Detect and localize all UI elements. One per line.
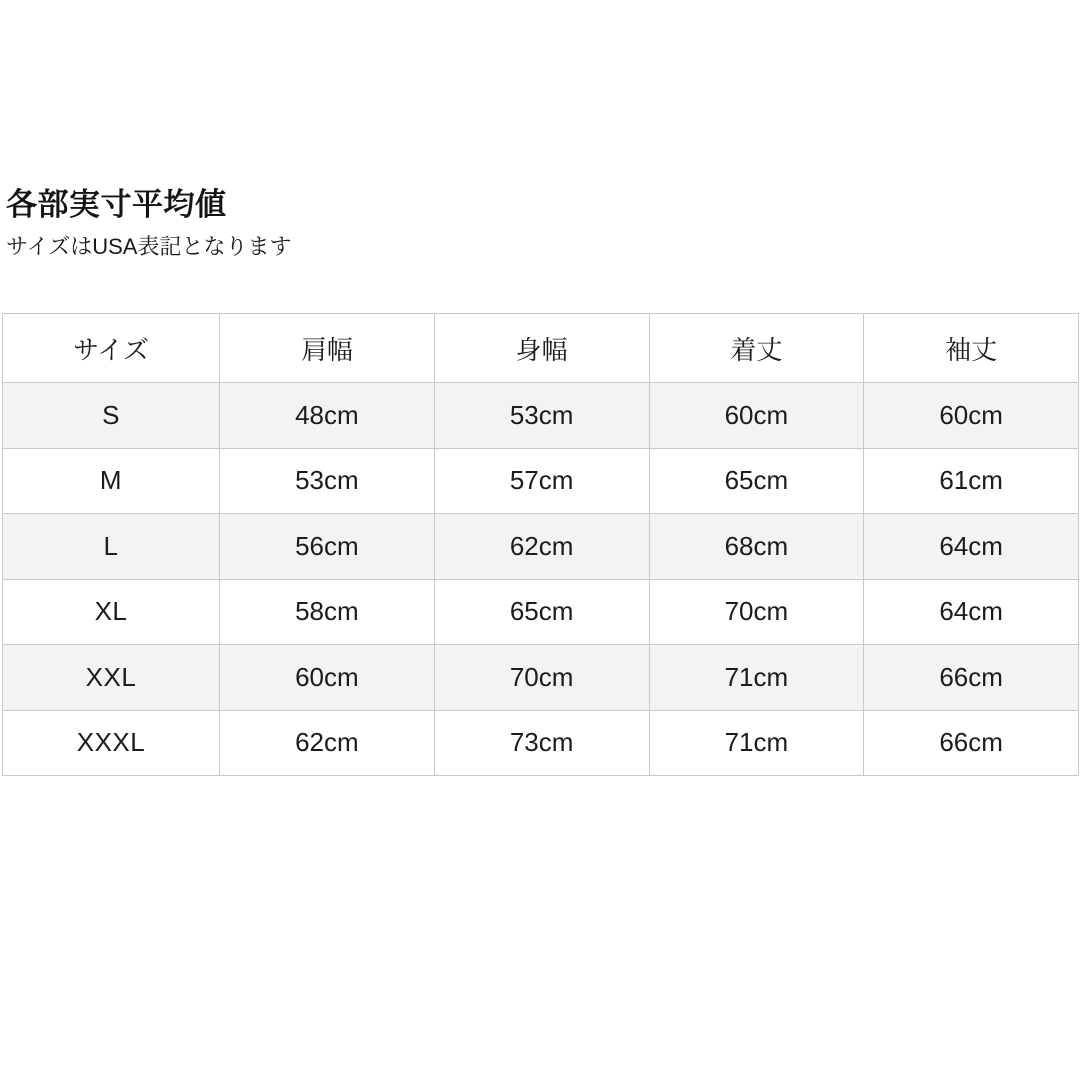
cell-length: 71cm — [649, 710, 864, 776]
table-row — [3, 579, 1079, 645]
column-header-size: サイズ — [3, 314, 220, 383]
cell-size: M — [3, 448, 220, 514]
cell-length: 68cm — [649, 514, 864, 580]
column-header-sleeve: 袖丈 — [864, 314, 1079, 383]
cell-length: 65cm — [649, 448, 864, 514]
cell-chest: 73cm — [434, 710, 649, 776]
cell-shoulder: 60cm — [220, 645, 435, 711]
cell-sleeve: 64cm — [864, 514, 1079, 580]
cell-size: XXL — [3, 645, 220, 711]
cell-chest: 57cm — [434, 448, 649, 514]
cell-sleeve: 60cm — [864, 383, 1079, 449]
table-row — [3, 710, 1079, 776]
table-row — [3, 448, 1079, 514]
table-row — [3, 514, 1079, 580]
page-title: 各部実寸平均値 — [6, 187, 227, 222]
size-table-container — [2, 313, 1078, 776]
cell-shoulder: 58cm — [220, 579, 435, 645]
heading-block — [6, 186, 1074, 262]
cell-sleeve: 66cm — [864, 710, 1079, 776]
cell-shoulder: 62cm — [220, 710, 435, 776]
cell-shoulder: 48cm — [220, 383, 435, 449]
cell-length: 60cm — [649, 383, 864, 449]
column-header-chest: 身幅 — [434, 314, 649, 383]
cell-size: XL — [3, 579, 220, 645]
cell-length: 70cm — [649, 579, 864, 645]
table-header-row — [3, 314, 1079, 383]
cell-sleeve: 61cm — [864, 448, 1079, 514]
size-table — [2, 313, 1079, 776]
cell-size: XXXL — [3, 710, 220, 776]
cell-chest: 53cm — [434, 383, 649, 449]
cell-size: S — [3, 383, 220, 449]
cell-shoulder: 56cm — [220, 514, 435, 580]
cell-chest: 62cm — [434, 514, 649, 580]
cell-sleeve: 66cm — [864, 645, 1079, 711]
cell-chest: 65cm — [434, 579, 649, 645]
cell-chest: 70cm — [434, 645, 649, 711]
table-header — [3, 314, 1079, 383]
table-row — [3, 645, 1079, 711]
table-body — [3, 383, 1079, 776]
cell-size: L — [3, 514, 220, 580]
column-header-length: 着丈 — [649, 314, 864, 383]
cell-length: 71cm — [649, 645, 864, 711]
column-header-shoulder: 肩幅 — [220, 314, 435, 383]
page-subtitle: サイズはUSA表記となります — [6, 234, 292, 260]
cell-shoulder: 53cm — [220, 448, 435, 514]
table-row — [3, 383, 1079, 449]
cell-sleeve: 64cm — [864, 579, 1079, 645]
